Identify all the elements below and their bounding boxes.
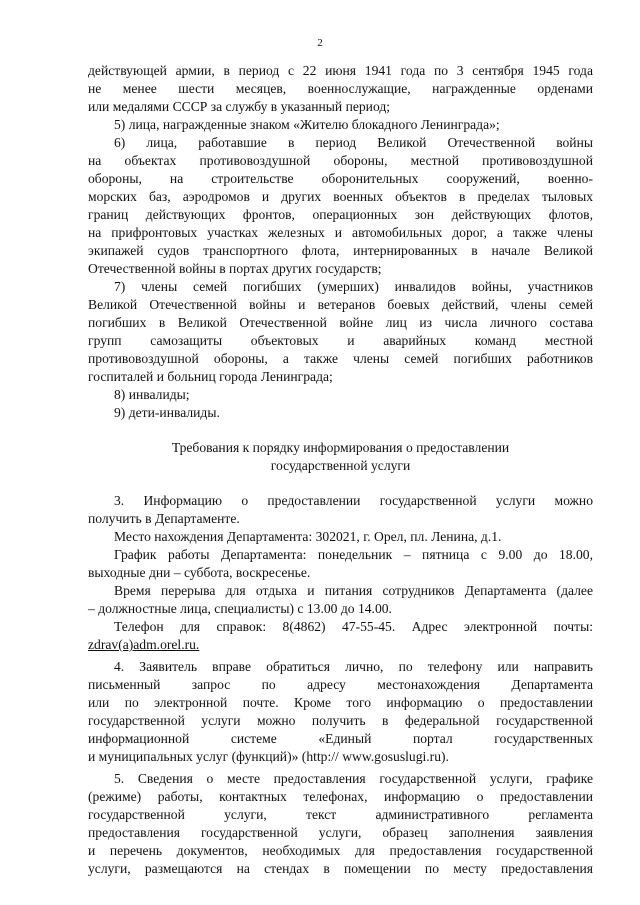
text-line: погибших в Великой Отечественной войне лиц из числа личного состава bbox=[88, 315, 593, 330]
text-line: (режиме) работы, контактных телефонах, информацию о предоставлении bbox=[88, 789, 593, 804]
text-line: получить в Департаменте. bbox=[88, 511, 240, 526]
list-item-9: 9) дети-инвалиды. bbox=[114, 405, 220, 420]
text-line: информационной системе «Единый портал государственных bbox=[88, 731, 593, 746]
section-heading-line-2: государственной услуги bbox=[270, 458, 411, 473]
text-line: государственной услуги, текст административного регламента bbox=[88, 807, 593, 822]
break-time: Время перерыва для отдыха и питания сотрудников Департамента (далее bbox=[114, 583, 593, 598]
text-line: экипажей судов транспортного флота, интернированных в начале Великой bbox=[88, 243, 593, 258]
text-line: противовоздушной обороны, а также члены семей погибших работников bbox=[88, 351, 593, 366]
gosuslugi-line: и муниципальных услуг (функций)» (http:// www.gosuslugi.ru). bbox=[88, 749, 449, 764]
text-line: Великой Отечественной войны и ветеранов боевых действий, члены семей bbox=[88, 297, 593, 312]
text-line: предоставления государственной услуги, образец заполнения заявления bbox=[88, 825, 593, 840]
text-line: или по электронной почте. Кроме того информацию о предоставлении bbox=[88, 695, 593, 710]
text-line: госпиталей и больниц города Ленинграда; bbox=[88, 369, 333, 384]
text-line: не менее шести месяцев, военнослужащие, награжденные орденами bbox=[88, 81, 593, 96]
department-address: Место нахождения Департамента: 302021, г. Орел, пл. Ленина, д.1. bbox=[114, 529, 502, 544]
text-line: на прифронтовых участках железных и автомобильных дорог, а также члены bbox=[88, 225, 593, 240]
section-heading-line-1: Требования к порядку информирования о предоставлении bbox=[171, 440, 510, 455]
paragraph-4-line: 4. Заявитель вправе обратиться лично, по телефону или направить bbox=[114, 659, 593, 674]
text-line: письменный запрос по адресу местонахождения Департамента bbox=[88, 677, 593, 692]
text-line: действующей армии, в период с 22 июня 1941 года по 3 сентября 1945 года bbox=[88, 63, 593, 78]
text-line: границ действующих фронтов, операционных зон действующих флотов, bbox=[88, 207, 593, 222]
email-address bbox=[88, 636, 593, 654]
text-line: или медалями СССР за службу в указанный период; bbox=[88, 99, 391, 114]
text-line: на объектах противовоздушной обороны, местной противовоздушной bbox=[88, 153, 593, 168]
text-line: групп самозащиты объектовых и аварийных команд местной bbox=[88, 333, 593, 348]
phone-line: Телефон для справок: 8(4862) 47-55-45. Адрес электронной почты: bbox=[114, 619, 593, 634]
page-number: 2 bbox=[317, 37, 323, 49]
list-item-6: 6) лица, работавшие в период Великой Отечественной войны bbox=[114, 135, 593, 150]
paragraph-5-line: 5. Сведения о месте предоставления государственной услуги, графике bbox=[114, 771, 593, 786]
text-line: и перечень документов, необходимых для предоставления государственной bbox=[88, 843, 593, 858]
text-line: выходные дни – суббота, воскресенье. bbox=[88, 565, 311, 580]
text-line: государственной услуги можно получить в федеральной государственной bbox=[88, 713, 593, 728]
paragraph-3-line: 3. Информацию о предоставлении государственной услуги можно bbox=[114, 493, 593, 508]
text-line: обороны, на строительстве оборонительных сооружений, военно- bbox=[88, 171, 593, 186]
text-line: морских баз, аэродромов и других военных объектов в пределах тыловых bbox=[88, 189, 593, 204]
list-item-8: 8) инвалиды; bbox=[114, 387, 190, 402]
email-link[interactable]: zdrav(a)adm.orel.ru. bbox=[88, 637, 200, 652]
list-item-7: 7) члены семей погибших (умерших) инвалидов войны, участников bbox=[114, 279, 593, 294]
text-line: услуги, размещаются на стендах в помещении по месту предоставления bbox=[88, 861, 593, 876]
text-line: – должностные лица, специалисты) с 13.00 до 14.00. bbox=[88, 601, 392, 616]
list-item-5: 5) лица, награжденные знаком «Жителю блокадного Ленинграда»; bbox=[114, 117, 500, 132]
text-line: Отечественной войны в портах других государств; bbox=[88, 261, 382, 276]
work-schedule: График работы Департамента: понедельник – пятница с 9.00 до 18.00, bbox=[114, 547, 593, 562]
